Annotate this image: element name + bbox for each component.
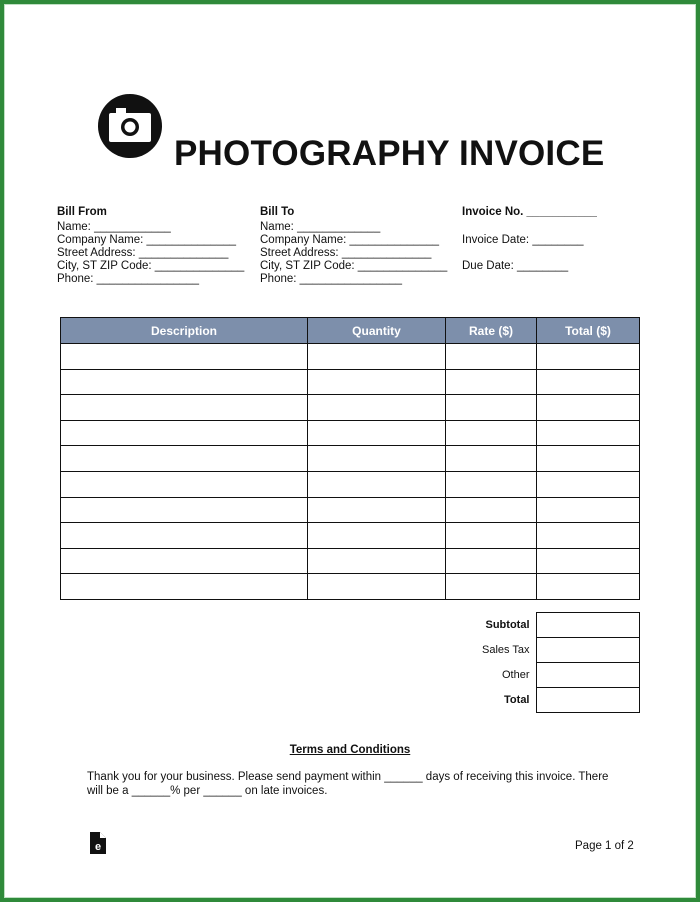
subtotal-value[interactable] — [536, 613, 639, 638]
col-quantity: Quantity — [308, 318, 446, 344]
invoice-number: Invoice No. ___________ — [462, 206, 597, 218]
cell-quantity[interactable] — [308, 395, 446, 421]
page-title: PHOTOGRAPHY INVOICE — [174, 134, 605, 173]
camera-icon — [98, 94, 162, 158]
cell-quantity[interactable] — [308, 344, 446, 370]
total-label: Total — [504, 694, 530, 706]
cell-total[interactable] — [537, 523, 640, 549]
bill-to-street: Street Address: ______________ — [260, 247, 432, 259]
cell-total[interactable] — [537, 574, 640, 600]
cell-rate[interactable] — [446, 548, 537, 574]
table-header-row — [61, 318, 640, 344]
other-row — [440, 663, 639, 688]
cell-total[interactable] — [537, 395, 640, 421]
cell-quantity[interactable] — [308, 523, 446, 549]
cell-quantity[interactable] — [308, 471, 446, 497]
cell-total[interactable] — [537, 497, 640, 523]
bill-to-city: City, ST ZIP Code: ______________ — [260, 260, 448, 272]
other-label: Other — [501, 669, 530, 681]
table-row — [61, 548, 640, 574]
cell-rate[interactable] — [446, 395, 537, 421]
page-number: Page 1 of 2 — [575, 840, 634, 852]
cell-description[interactable] — [61, 369, 308, 395]
cell-quantity[interactable] — [308, 420, 446, 446]
cell-quantity[interactable] — [308, 446, 446, 472]
bill-from-city: City, ST ZIP Code: ______________ — [57, 260, 245, 272]
bill-to-heading: Bill To — [260, 206, 295, 218]
cell-description[interactable] — [61, 471, 308, 497]
cell-quantity[interactable] — [308, 548, 446, 574]
line-items-table — [60, 317, 640, 600]
cell-description[interactable] — [61, 446, 308, 472]
table-row — [61, 574, 640, 600]
cell-total[interactable] — [537, 344, 640, 370]
svg-text:e: e — [94, 841, 102, 853]
bill-to-name: Name: _____________ — [260, 221, 381, 233]
bill-to-company: Company Name: ______________ — [260, 234, 440, 246]
cell-rate[interactable] — [446, 446, 537, 472]
cell-total[interactable] — [537, 446, 640, 472]
col-total: Total ($) — [537, 318, 640, 344]
subtotal-row — [440, 613, 639, 638]
cell-description[interactable] — [61, 523, 308, 549]
cell-quantity[interactable] — [308, 369, 446, 395]
cell-total[interactable] — [537, 548, 640, 574]
sales-tax-label: Sales Tax — [482, 644, 530, 656]
table-row — [61, 471, 640, 497]
cell-rate[interactable] — [446, 574, 537, 600]
cell-rate[interactable] — [446, 369, 537, 395]
total-row — [440, 688, 639, 713]
terms-text: Thank you for your business. Please send payment within ______ days of receiving this invoice. There will be a ______% per ______ on late invoices. — [87, 771, 609, 797]
subtotal-label: Subtotal — [485, 619, 530, 631]
cell-rate[interactable] — [446, 344, 537, 370]
cell-description[interactable] — [61, 395, 308, 421]
cell-description[interactable] — [61, 344, 308, 370]
bill-from-heading: Bill From — [57, 206, 107, 218]
bill-from-company: Company Name: ______________ — [57, 234, 237, 246]
sales-tax-value[interactable] — [536, 638, 639, 663]
table-row — [61, 446, 640, 472]
cell-quantity[interactable] — [308, 497, 446, 523]
cell-description[interactable] — [61, 548, 308, 574]
cell-total[interactable] — [537, 420, 640, 446]
cell-rate[interactable] — [446, 420, 537, 446]
table-row — [61, 344, 640, 370]
cell-description[interactable] — [61, 574, 308, 600]
due-date: Due Date: ________ — [462, 260, 569, 272]
cell-quantity[interactable] — [308, 574, 446, 600]
other-value[interactable] — [536, 663, 639, 688]
col-description: Description — [61, 318, 308, 344]
table-row — [61, 420, 640, 446]
table-row — [61, 369, 640, 395]
invoice-date: Invoice Date: ________ — [462, 234, 584, 246]
bill-from-name: Name: ____________ — [57, 221, 171, 233]
total-value[interactable] — [536, 688, 639, 713]
cell-description[interactable] — [61, 497, 308, 523]
document-e-icon — [90, 832, 106, 854]
bill-to-block — [260, 206, 447, 286]
terms-heading: Terms and Conditions — [289, 744, 411, 756]
bill-from-street: Street Address: ______________ — [57, 247, 229, 259]
cell-description[interactable] — [61, 420, 308, 446]
cell-rate[interactable] — [446, 523, 537, 549]
table-row — [61, 497, 640, 523]
bill-to-phone: Phone: ________________ — [260, 273, 402, 285]
cell-total[interactable] — [537, 471, 640, 497]
table-row — [61, 523, 640, 549]
sales-tax-row — [440, 638, 639, 663]
cell-rate[interactable] — [446, 471, 537, 497]
bill-from-block — [57, 206, 244, 286]
cell-total[interactable] — [537, 369, 640, 395]
totals-table — [440, 612, 640, 713]
col-rate: Rate ($) — [446, 318, 537, 344]
table-row — [61, 395, 640, 421]
cell-rate[interactable] — [446, 497, 537, 523]
bill-from-phone: Phone: ________________ — [57, 273, 199, 285]
